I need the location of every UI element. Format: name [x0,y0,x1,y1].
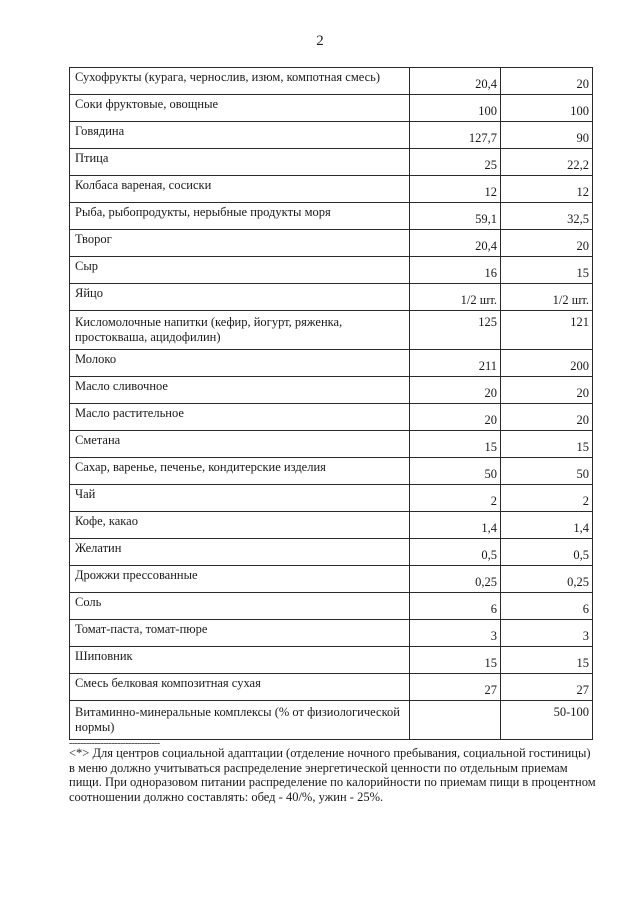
norm-value-2: 20 [501,404,593,431]
norm-value-2: 15 [501,257,593,284]
table-row [70,701,593,740]
norm-value-2: 15 [501,647,593,674]
norm-value-2: 1/2 шт. [501,284,593,311]
product-name: Шиповник [70,647,410,674]
table-row [70,458,593,485]
table-row [70,203,593,230]
table-row [70,284,593,311]
product-name: Чай [70,485,410,512]
norm-value-2: 27 [501,674,593,701]
norm-value-2: 20 [501,230,593,257]
product-name: Томат-паста, томат-пюре [70,620,410,647]
norm-value-2: 100 [501,95,593,122]
norm-value-2: 90 [501,122,593,149]
table-row [70,647,593,674]
norm-value-1: 59,1 [410,203,501,230]
norm-value-1: 1,4 [410,512,501,539]
food-norms-table [69,67,593,740]
norm-value-1: 211 [410,350,501,377]
norm-value-2: 50 [501,458,593,485]
norm-value-1: 50 [410,458,501,485]
table-row [70,485,593,512]
product-name: Желатин [70,539,410,566]
table-row [70,377,593,404]
table-row [70,122,593,149]
norm-value-1: 16 [410,257,501,284]
product-name: Сухофрукты (курага, чернослив, изюм, компотная смесь) [70,68,410,95]
product-name: Соки фруктовые, овощные [70,95,410,122]
norm-value-1: 100 [410,95,501,122]
product-name: Творог [70,230,410,257]
product-name: Масло растительное [70,404,410,431]
norm-value-1: 25 [410,149,501,176]
norm-value-1: 127,7 [410,122,501,149]
norm-value-2: 6 [501,593,593,620]
norm-value-2: 0,5 [501,539,593,566]
table-row [70,539,593,566]
norm-value-1: 125 [410,311,501,350]
norm-value-2: 15 [501,431,593,458]
product-name: Масло сливочное [70,377,410,404]
norm-value-2: 200 [501,350,593,377]
product-name: Кисломолочные напитки (кефир, йогурт, ряженка, простокваша, ацидофилин) [70,311,410,350]
table-row [70,257,593,284]
norm-value-1: 0,25 [410,566,501,593]
table-row [70,311,593,350]
table-row [70,404,593,431]
norm-value-2: 22,2 [501,149,593,176]
product-name: Колбаса вареная, сосиски [70,176,410,203]
product-name: Сахар, варенье, печенье, кондитерские изделия [70,458,410,485]
footnote-separator: -------------------------------- [69,738,160,749]
product-name: Молоко [70,350,410,377]
product-name: Рыба, рыбопродукты, нерыбные продукты моря [70,203,410,230]
norm-value-2: 20 [501,377,593,404]
table-row [70,674,593,701]
norm-value-2: 121 [501,311,593,350]
norm-value-1 [410,701,501,740]
norm-value-2: 12 [501,176,593,203]
table-row [70,350,593,377]
norm-value-2: 0,25 [501,566,593,593]
norm-value-1: 3 [410,620,501,647]
table-row [70,431,593,458]
product-name: Яйцо [70,284,410,311]
norm-value-1: 20,4 [410,68,501,95]
product-name: Дрожжи прессованные [70,566,410,593]
product-name: Птица [70,149,410,176]
norm-value-2: 20 [501,68,593,95]
norm-value-1: 20,4 [410,230,501,257]
table-row [70,593,593,620]
product-name: Витаминно-минеральные комплексы (% от физиологической нормы) [70,701,410,740]
norm-value-1: 20 [410,404,501,431]
page-number: 2 [316,33,324,49]
norm-value-1: 1/2 шт. [410,284,501,311]
norm-value-1: 6 [410,593,501,620]
table-row [70,176,593,203]
norm-value-2: 1,4 [501,512,593,539]
table-row [70,95,593,122]
norm-value-1: 0,5 [410,539,501,566]
norm-value-2: 32,5 [501,203,593,230]
product-name: Сыр [70,257,410,284]
product-name: Говядина [70,122,410,149]
norm-value-1: 12 [410,176,501,203]
norm-value-1: 15 [410,647,501,674]
norm-value-2: 3 [501,620,593,647]
table-row [70,68,593,95]
product-name: Смесь белковая композитная сухая [70,674,410,701]
product-name: Кофе, какао [70,512,410,539]
norm-value-1: 15 [410,431,501,458]
table-row [70,620,593,647]
product-name: Соль [70,593,410,620]
norm-value-2: 2 [501,485,593,512]
norm-value-1: 27 [410,674,501,701]
table-row [70,149,593,176]
norm-value-1: 20 [410,377,501,404]
table-row [70,566,593,593]
table-row [70,230,593,257]
product-name: Сметана [70,431,410,458]
norm-value-1: 2 [410,485,501,512]
norm-value-2: 50-100 [501,701,593,740]
table-row [70,512,593,539]
footnote-text: <*> Для центров социальной адаптации (отделение ночного пребывания, социальной гостиницы) в меню должно учитываться распределение энергетической ценности по отдельным приемам пищи. При одноразовом питании распределение по калорийности по приемам пищи в процентном соотношении должно составлять: обед - 40/%, ужин - 25%. [69,746,596,804]
